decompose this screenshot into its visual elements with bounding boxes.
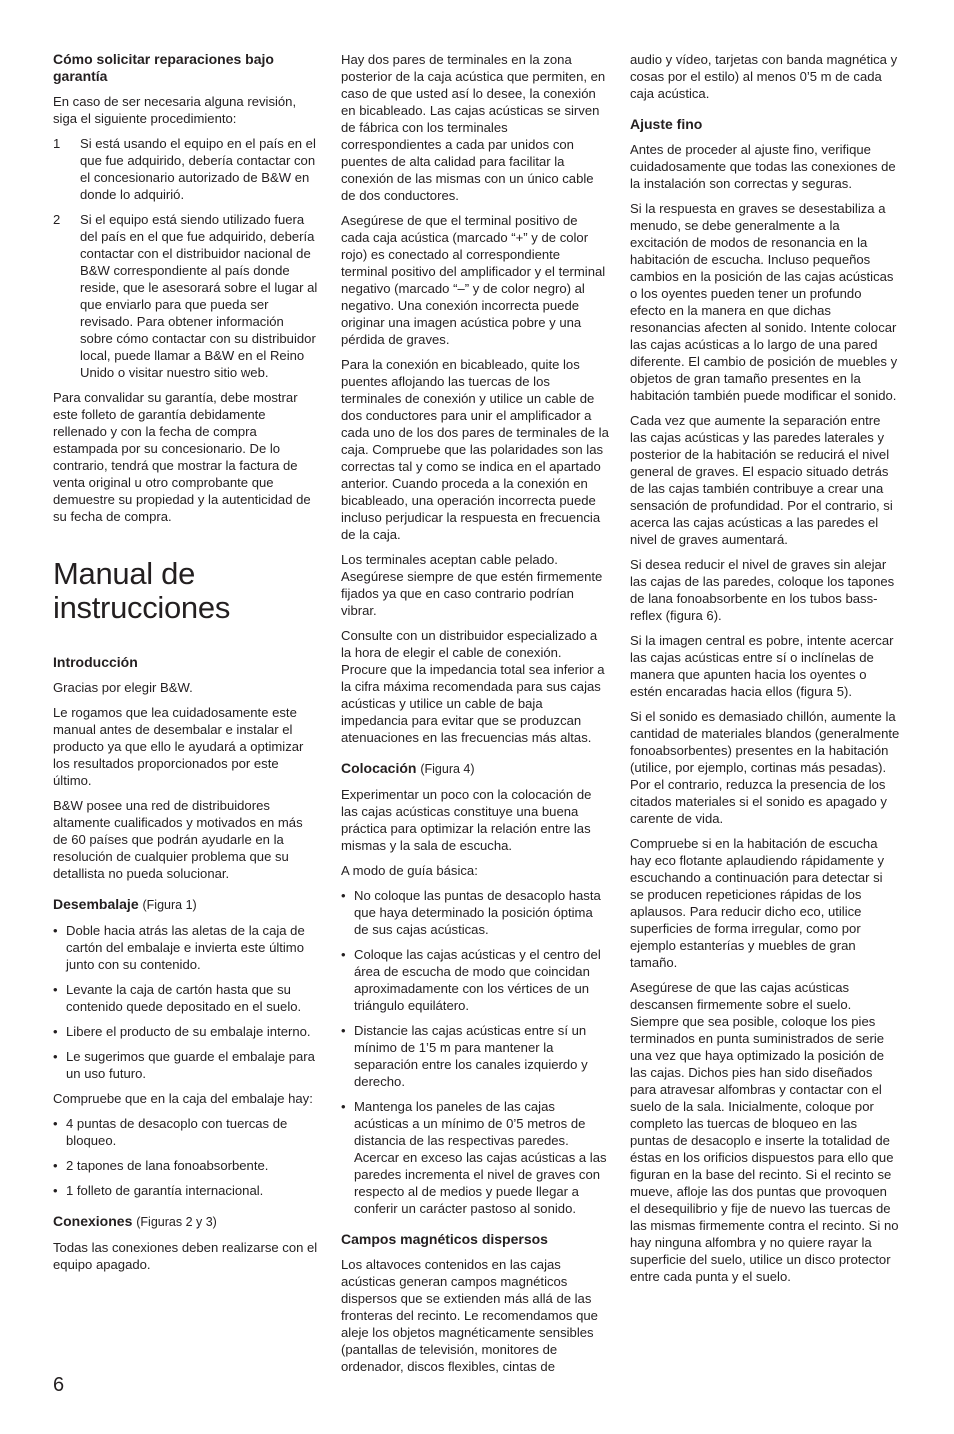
paragraph: Cada vez que aumente la separación entre las cajas acústicas y las paredes laterales y posterior de la habitación se reducirá el nivel general de graves. El espacio situado detrás de las cajas también contribuye a crear una sensación de profundidad. Por el contrario, si acerca las cajas acústicas a las paredes el nivel de graves aumentará. — [630, 413, 893, 547]
bullet: • — [341, 888, 346, 903]
list-item-text: Doble hacia atrás las aletas de la caja de cartón del embalaje e invierta este último junto con su contenido. — [66, 923, 305, 972]
figure-reference: (Figuras 2 y 3) — [136, 1215, 217, 1229]
bullet: • — [53, 1024, 58, 1039]
bullet: • — [53, 982, 58, 997]
list-item-text: No coloque las puntas de desacoplo hasta que haya determinado la posición óptima de sus cajas acústicas. — [354, 888, 601, 937]
column-middle — [341, 51, 609, 1383]
bullet: • — [53, 1183, 58, 1198]
list-item — [53, 211, 319, 381]
intro-heading: Introducción — [53, 654, 138, 670]
bullet: • — [53, 1116, 58, 1131]
list-item — [53, 981, 319, 1015]
paragraph: Si la imagen central es pobre, intente acercar las cajas acústicas entre sí o inclínelas de manera que apunten hacia los oyentes o estén encaradas hacia ellos (figura 5). — [630, 633, 894, 699]
heading-text: Conexiones — [53, 1213, 133, 1229]
heading-text: Colocación — [341, 760, 417, 776]
paragraph: Todas las conexiones deben realizarse con el equipo apagado. — [53, 1240, 318, 1272]
paragraph: Antes de proceder al ajuste fino, verifique cuidadosamente que todas las conexiones de la instalación son correctas y seguras. — [630, 142, 896, 191]
warranty-validate: Para convalidar su garantía, debe mostrar este folleto de garantía debidamente rellenado y con la fecha de compra estampada por su concesionario. De lo contrario, tendrá que mostrar la factura de venta original u otro comprobante que demuestre su propiedad y la autenticidad de su fecha de compra. — [53, 390, 311, 524]
list-item — [53, 1048, 319, 1082]
connections-heading — [53, 1213, 319, 1231]
list-item — [53, 1023, 319, 1040]
list-item — [341, 1098, 609, 1217]
warranty-steps — [53, 135, 319, 381]
box-contents-list — [53, 1115, 319, 1199]
column-right — [630, 51, 900, 1293]
bullet: • — [53, 1049, 58, 1064]
paragraph: Consulte con un distribuidor especializado a la hora de elegir el cable de conexión. Procure que la impedancia total sea inferior a la cifra máxima recomendada para sus cajas acústicas y utilice un cable de baja impedancia para evitar que se produzcan atenuaciones en las frecuencias más altas. — [341, 628, 605, 745]
placement-list — [341, 887, 609, 1217]
step-text: Si está usando el equipo en el país en el que fue adquirido, debería contactar con el concesionario autorizado de B&W en donde lo adquirió. — [80, 136, 316, 202]
list-item — [53, 135, 319, 203]
magnetic-heading: Campos magnéticos dispersos — [341, 1231, 548, 1247]
paragraph: Los altavoces contenidos en las cajas acústicas generan campos magnéticos dispersos que se extienden más allá de las fronteras del recinto. Le recomendamos que aleje los objetos magnéticamente sensibles (pantallas de televisión, monitores de ordenador, discos flexibles, cintas de — [341, 1257, 598, 1374]
list-item — [53, 922, 319, 973]
step-number: 2 — [53, 212, 61, 227]
bullet: • — [341, 1099, 346, 1114]
bullet: • — [341, 947, 346, 962]
step-text: Si el equipo está siendo utilizado fuera del país en el que fue adquirido, debería contactar con el distribuidor nacional de B&W correspondiente al país donde reside, que le asesorará sobre el lugar al que enviarlo para que pueda ser revisado. Para obtener información sobre cómo contactar con su distribuidor local, puede llamar a B&W en el Reino Unido o visitar nuestro sitio web. — [80, 212, 318, 380]
paragraph: Hay dos pares de terminales en la zona posterior de la caja acústica que permiten, en caso de que usted así lo desee, la conexión en bicableado. Las cajas acústicas se sirven de fábrica con los terminales correspondientes a cada par unidos con puentes de alta calidad para facilitar la conexión de las mismas con un único cable de dos conductores. — [341, 52, 606, 203]
warranty-intro: En caso de ser necesaria alguna revisión, siga el siguiente procedimiento: — [53, 94, 297, 126]
list-item-text: 4 puntas de desacoplo con tuercas de bloqueo. — [66, 1116, 288, 1148]
list-item-text: Coloque las cajas acústicas y el centro del área de escucha de modo que coincidan aproximadamente con los vértices de un triángulo equilátero. — [354, 947, 601, 1013]
figure-reference: (Figura 1) — [142, 898, 197, 912]
paragraph: B&W posee una red de distribuidores altamente cualificados y motivados en más de 60 países que podrán ayudarle en la resolución de cualquier problema que su detallista no pueda solucionar. — [53, 798, 303, 881]
paragraph: Gracias por elegir B&W. — [53, 680, 193, 695]
page-number: 6 — [53, 1374, 65, 1396]
list-item-text: 1 folleto de garantía internacional. — [66, 1183, 264, 1198]
list-item-text: Levante la caja de cartón hasta que su contenido quede depositado en el suelo. — [66, 982, 302, 1014]
list-item-text: Mantenga los paneles de las cajas acústicas a un mínimo de 0’5 metros de distancia de las respectivas paredes. Acercar en exceso las cajas acústicas a las paredes incrementa el nivel de graves con respecto al de medios y puede llegar a conferir un carácter pastoso al sonido. — [354, 1099, 607, 1216]
list-item — [341, 946, 609, 1014]
list-item-text: 2 tapones de lana fonoabsorbente. — [66, 1158, 269, 1173]
paragraph: Compruebe si en la habitación de escucha hay eco flotante aplaudiendo rápidamente y escuchando a continuación para detectar si se producen repeticiones rápidas de los aplausos. Para reducir dicho eco, utilice superficies de forma irregular, como por ejemplo estanterías y muebles de gran tamaño. — [630, 836, 885, 970]
paragraph: Experimentar un poco con la colocación de las cajas acústicas constituye una buena práctica para optimizar la relación entre las mismas y la sala de escucha. — [341, 787, 592, 853]
list-item-text: Le sugerimos que guarde el embalaje para un uso futuro. — [66, 1049, 315, 1081]
paragraph: Asegúrese de que el terminal positivo de cada caja acústica (marcado “+” y de color rojo) es conectado al correspondiente terminal positivo del amplificador y el terminal negativo (marcado “–” y de color negro) al negativo. Una conexión incorrecta puede originar una imagen acústica pobre y una pérdida de graves. — [341, 213, 606, 347]
column-left — [53, 51, 319, 1281]
bullet: • — [341, 1023, 346, 1038]
list-item-text: Libere el producto de su embalaje interno. — [66, 1024, 311, 1039]
finetune-heading: Ajuste fino — [630, 116, 703, 132]
paragraph: Para la conexión en bicableado, quite los puentes aflojando las tuercas de los terminales de conexión y utilice un cable de dos conductores para unir el amplificador a cada uno de los dos pares de terminales de la caja. Compruebe que las polaridades son las correctas tal y como se indica en el apartado anterior. Cuando proceda a la conexión en bicableado, una operación incorrecta puede incluso perjudicar la respuesta en frecuencia de la caja. — [341, 357, 609, 542]
heading-text: Desembalaje — [53, 896, 139, 912]
paragraph: Le rogamos que lea cuidadosamente este manual antes de desembalar e instalar el producto ya que ello le ayudará a optimizar los resultados proporcionados por este último. — [53, 705, 304, 788]
warranty-heading: Cómo solicitar reparaciones bajo garantía — [53, 51, 274, 84]
paragraph: Compruebe que en la caja del embalaje hay: — [53, 1091, 313, 1106]
paragraph: Los terminales aceptan cable pelado. Asegúrese siempre de que estén firmemente fijados ya que en caso contrario podrían vibrar. — [341, 552, 603, 618]
unpack-heading — [53, 896, 319, 914]
paragraph: Si desea reducir el nivel de graves sin alejar las cajas de las paredes, coloque los tapones de lana fonoabsorbente en los tubos bass-reflex (figura 6). — [630, 557, 895, 623]
paragraph: Si el sonido es demasiado chillón, aumente la cantidad de materiales blandos (generalmente fonoabsorbentes) presentes en la habitación (utilice, por ejemplo, cortinas más pesadas). Por el contrario, reduzca la presencia de los citados materiales si el sonido es apagado y carente de vida. — [630, 709, 900, 826]
figure-reference: (Figura 4) — [420, 762, 475, 776]
bullet: • — [53, 1158, 58, 1173]
list-item — [341, 887, 609, 938]
page-title: Manual de instrucciones — [53, 556, 231, 625]
placement-heading — [341, 760, 609, 778]
list-item-text: Distancie las cajas acústicas entre sí un mínimo de 1’5 m para mantener la separación entre los canales izquierdo y derecho. — [354, 1023, 588, 1089]
list-item — [341, 1022, 609, 1090]
list-item — [53, 1182, 319, 1199]
paragraph: Asegúrese de que las cajas acústicas descansen firmemente sobre el suelo. Siempre que sea posible, coloque los pies terminados en punta suministrados de serie una vez que haya optimizado la posición de las cajas. Dichos pies han sido diseñados para atravesar alfombras y contactar con el suelo de la sala. Inicialmente, coloque por completo las tuercas de bloqueo en las puntas de desacoplo e inserte la totalidad de éstas en los orificios dispuestos para ello que figuran en la base del recinto. Si el recinto se mueve, afloje las dos puntas que provoquen el desequilibrio y fije de nuevo las tuercas de las mismas firmemente contra el recinto. Si no hay ninguna alfombra y no quiere rayar la superficie del suelo, utilice un disco protector entre cada punta y el suelo. — [630, 980, 899, 1284]
list-item — [53, 1115, 319, 1149]
step-number: 1 — [53, 136, 61, 151]
paragraph: audio y vídeo, tarjetas con banda magnética y cosas por el estilo) al menos 0’5 m de cada caja acústica. — [630, 52, 898, 101]
unpack-list — [53, 922, 319, 1082]
paragraph: Si la respuesta en graves se desestabiliza a menudo, se debe generalmente a la excitación de modos de resonancia en la habitación de escucha. Incluso pequeños cambios en la posición de las cajas acústicas o los oyentes pueden tener un profundo efecto en la manera en que dichas resonancias afecten al sonido. Intente colocar las cajas acústicas a lo largo de una pared diferente. El cambio de posición de muebles y objetos de gran tamaño presentes en la habitación también puede modificar el sonido. — [630, 201, 898, 403]
list-item — [53, 1157, 319, 1174]
bullet: • — [53, 923, 58, 938]
paragraph: A modo de guía básica: — [341, 863, 478, 878]
